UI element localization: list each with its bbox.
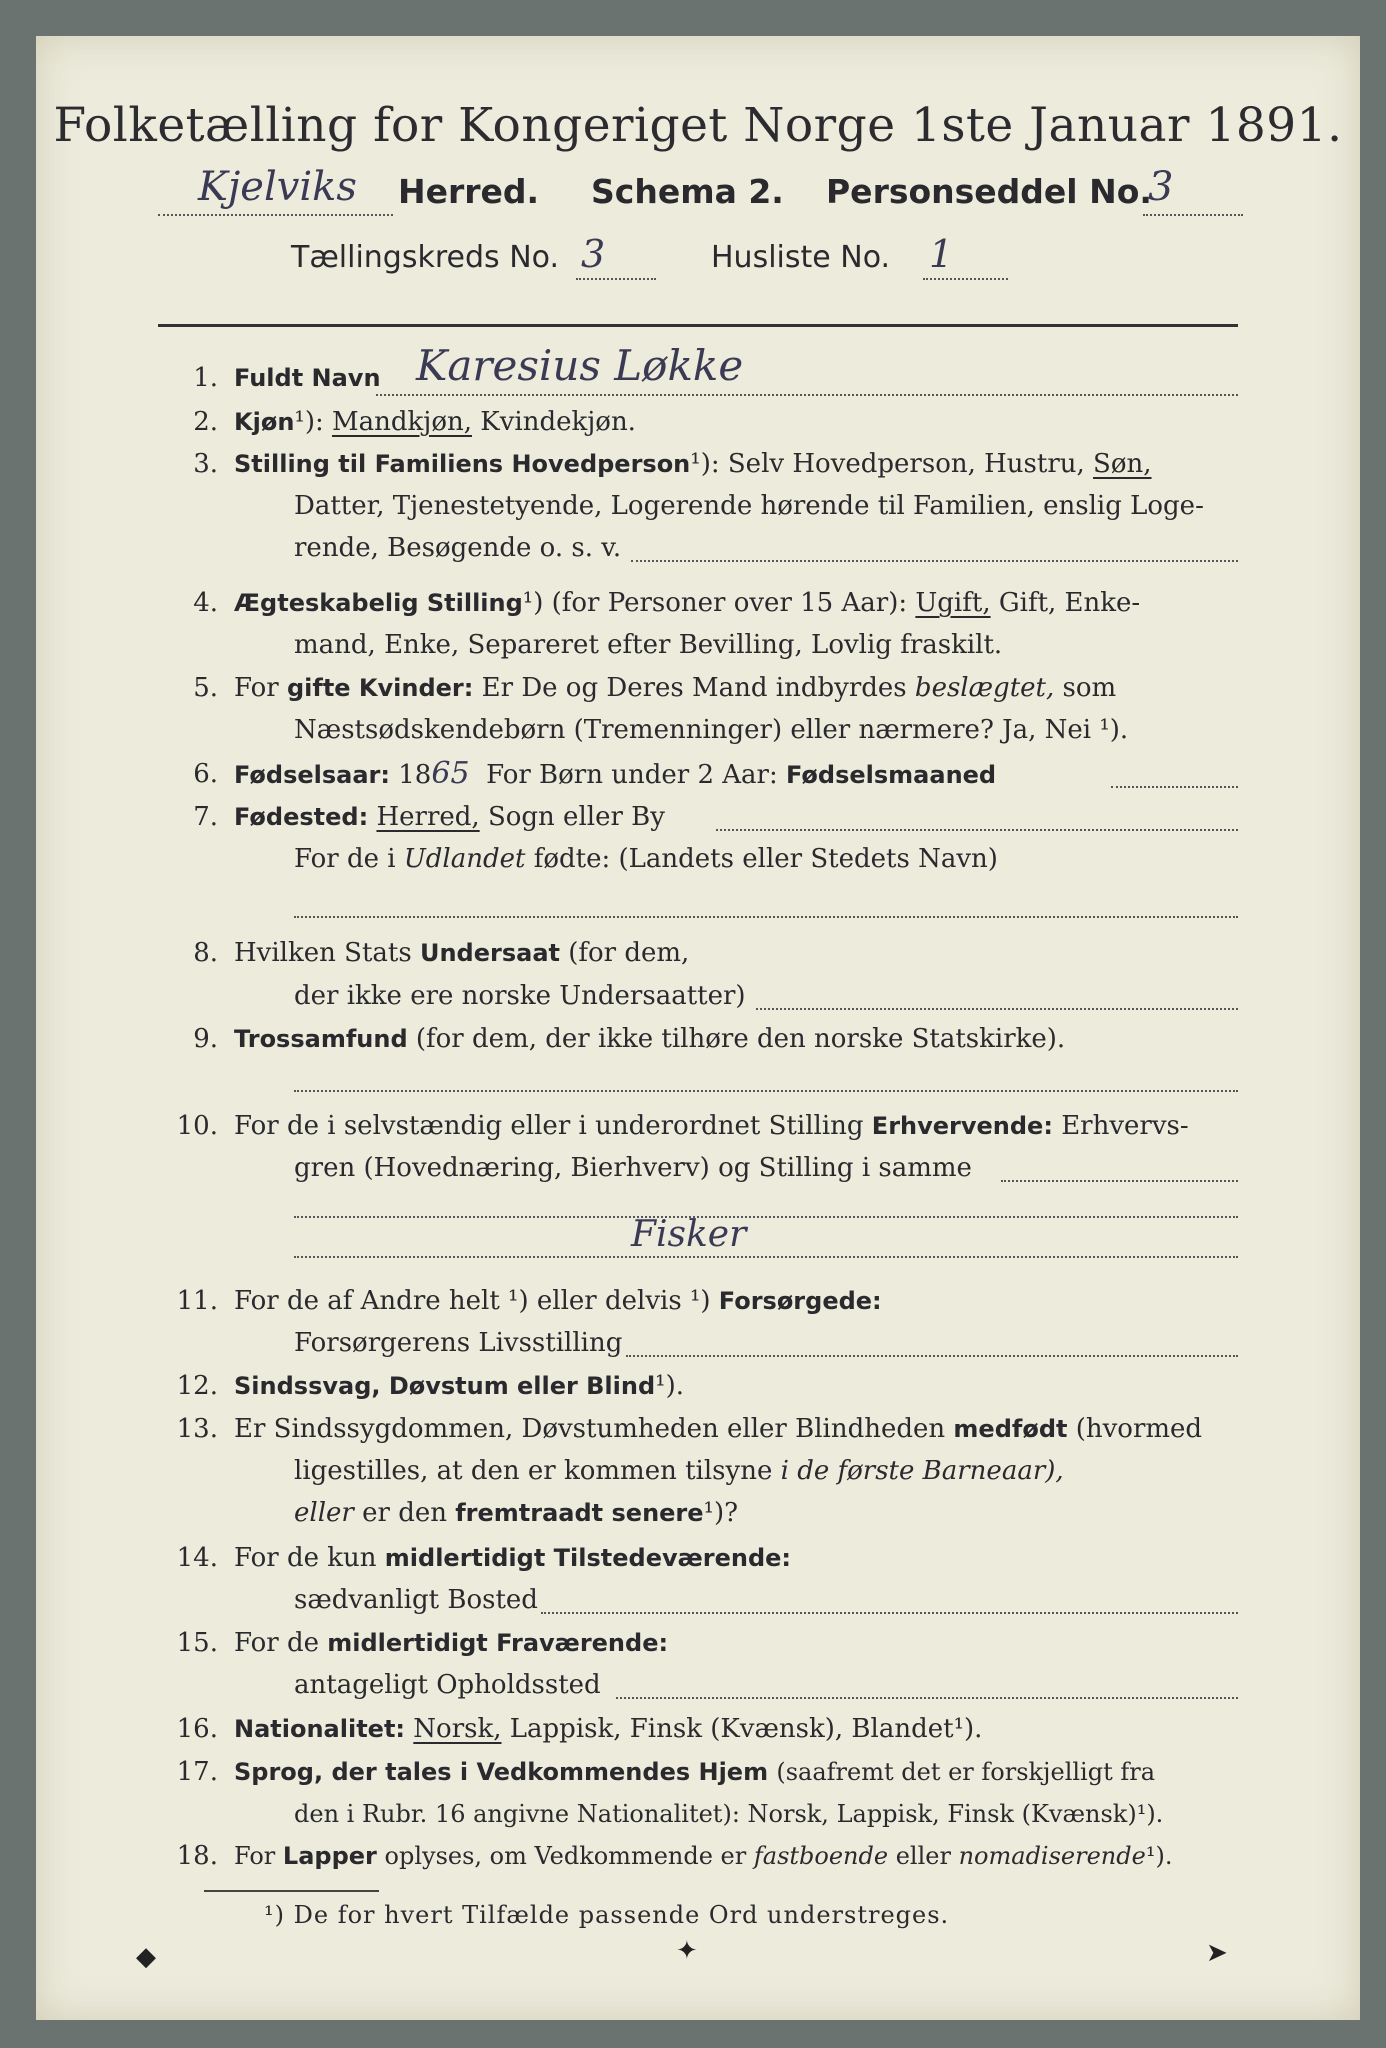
q11-text-cont: Forsørgerens Livsstilling: [294, 1328, 623, 1358]
aegteskab-note: (for Personer over 15 Aar):: [551, 588, 908, 618]
q7-text: Sogn eller By: [487, 802, 665, 832]
forsorger-dots: [626, 1355, 1238, 1357]
item-10-blank-line: [294, 1216, 1238, 1218]
kjon-label: Kjøn: [234, 408, 295, 436]
fuldt-navn-label: Fuldt Navn: [234, 364, 381, 392]
kjon-option-kvindekjon: Kvindekjøn.: [480, 407, 636, 437]
kreds-label: Tællingskreds No.: [291, 240, 559, 275]
erhverv-value-line: [294, 1256, 1238, 1258]
schema-label: Schema 2.: [591, 172, 784, 211]
sindssvag-label: Sindssvag, Døvstum: [234, 1372, 509, 1400]
blind-label: Blind: [586, 1372, 656, 1400]
item-number: 4.: [193, 588, 218, 618]
erhverv-dots: [1001, 1180, 1238, 1182]
q9-text: (for dem, der ikke tilhøre den norske Statskirke).: [415, 1024, 1066, 1054]
item-number: 14.: [176, 1543, 218, 1573]
q5-som: som: [1062, 673, 1117, 703]
fodested-dots: [716, 829, 1238, 831]
q8-text-cont: der ikke ere norske Undersaatter): [294, 981, 746, 1011]
forsorgede-label: Forsørgede:: [718, 1287, 882, 1315]
q13-text-cont: ligestilles, at den er kommen tilsyne: [294, 1456, 773, 1486]
kreds-number: 3: [581, 232, 606, 276]
kjon-option-mandkjon: Mandkjøn,: [332, 407, 472, 437]
footnote-ref: ¹).: [1145, 1842, 1173, 1870]
herred-line: [158, 164, 1248, 224]
item-number: 16.: [176, 1714, 218, 1744]
bottom-center-mark-icon: ✦: [676, 1936, 698, 1966]
q12-eller: eller: [517, 1372, 578, 1400]
q7-udland-prefix: For de i: [294, 844, 396, 874]
kreds-line: [291, 232, 1141, 288]
undersaat-dots: [756, 1008, 1238, 1010]
item-number: 17.: [176, 1757, 218, 1787]
husliste-dots: [923, 278, 1008, 280]
q15-prefix: For de: [234, 1628, 319, 1658]
q8-prefix: Hvilken Stats: [234, 938, 412, 968]
fodested-option-herred: Herred,: [376, 802, 480, 832]
item-9-blank-line: [294, 1090, 1238, 1092]
erhvervende-label: Erhvervende:: [871, 1112, 1053, 1140]
footnote-divider: [204, 1890, 379, 1892]
q15-text-cont: antageligt Opholdssted: [294, 1670, 601, 1700]
q14-text-cont: sædvanligt Bosted: [294, 1585, 538, 1615]
bottom-left-mark-icon: ◆: [136, 1942, 156, 1972]
item-number: 1.: [193, 363, 218, 393]
census-form-sheet: [36, 36, 1360, 2020]
q10-erhvervs: Erhvervs-: [1061, 1111, 1189, 1141]
item-number: 5.: [193, 673, 218, 703]
trossamfund-label: Trossamfund: [234, 1025, 408, 1053]
fodselsaar-label: Fødselsaar:: [234, 761, 390, 789]
nationalitet-option-norsk: Norsk,: [413, 1714, 502, 1744]
aegteskab-options: Gift, Enke-: [998, 588, 1141, 618]
stilling-dots: [631, 560, 1238, 562]
q7-udland-text: fødte: (Landets eller Stedets Navn): [533, 844, 998, 874]
item-number: 13.: [176, 1414, 218, 1444]
bottom-right-mark-icon: ➤: [1206, 1938, 1228, 1968]
stilling-options-cont: Datter, Tjenestetyende, Logerende hørende til Familien, enslig Loge-: [294, 491, 1204, 521]
aegteskab-options-cont: mand, Enke, Separeret efter Bevilling, Lovlig fraskilt.: [294, 630, 1003, 660]
fravaerende-label: midlertidigt Fraværende:: [327, 1629, 669, 1657]
q13-barneaar: i de første Barneaar),: [780, 1456, 1064, 1486]
item-number: 7.: [193, 802, 218, 832]
q18-fastboende: fastboende: [753, 1842, 889, 1870]
q14-prefix: For de kun: [234, 1543, 377, 1573]
fuldt-navn-value: Karesius Løkke: [416, 341, 744, 390]
item-number: 18.: [176, 1841, 218, 1871]
medfodt-label: medfødt: [953, 1415, 1068, 1443]
item-number: 9.: [193, 1024, 218, 1054]
item-number: 6.: [193, 759, 218, 789]
husliste-label: Husliste No.: [711, 240, 891, 275]
q5-text-cont: Næstsødskendebørn (Tremenninger) eller nærmere? Ja, Nei ¹).: [294, 715, 1129, 745]
herred-handwritten: Kjelviks: [198, 164, 357, 210]
q18-eller: eller: [895, 1842, 951, 1870]
q17-text-cont: den i Rubr. 16 angivne Nationalitet): Norsk, Lappisk, Finsk (Kvænsk)¹).: [294, 1800, 1164, 1828]
bosted-dots: [541, 1612, 1238, 1614]
fodselsaar-handwritten: 65: [431, 756, 470, 791]
q7-udlandet: Udlandet: [403, 844, 526, 874]
footnote: ¹) De for hvert Tilfælde passende Ord understreges.: [264, 1901, 950, 1929]
stilling-option-son: Søn,: [1093, 449, 1152, 479]
aegteskab-option-ugift: Ugift,: [915, 588, 991, 618]
form-title: Folketælling for Kongeriget Norge 1ste Januar 1891.: [53, 98, 1343, 153]
footnote-ref: ¹).: [655, 1371, 684, 1401]
husliste-number: 1: [929, 232, 954, 276]
item-7-blank-line: [294, 916, 1238, 918]
footnote-ref: ¹): [522, 588, 544, 618]
lapper-label: Lapper: [282, 1842, 377, 1870]
footnote-ref: ¹):: [690, 449, 720, 479]
fodselsmaaned-label: Fødselsmaaned: [786, 761, 997, 789]
item-number: 12.: [176, 1371, 218, 1401]
fodselsaar-prefix: 18: [398, 760, 432, 790]
fuldt-navn-dots: [376, 394, 1238, 396]
gifte-kvinder-label: gifte Kvinder:: [286, 674, 474, 702]
q17-text: (saafremt det er forskjelligt fra: [776, 1758, 1156, 1786]
q5-prefix: For: [234, 673, 279, 703]
footnote-ref: ¹)?: [703, 1498, 739, 1528]
q5-beslaegtet: beslægtet,: [914, 673, 1055, 703]
personseddel-dots: [1143, 214, 1243, 216]
q10-text-cont: gren (Hovednæring, Bierhverv) og Stilling i samme: [294, 1153, 972, 1183]
q18-prefix: For: [234, 1842, 276, 1870]
fodested-label: Fødested:: [234, 803, 369, 831]
q8-text: (for dem,: [568, 938, 690, 968]
stilling-options-end: rende, Besøgende o. s. v.: [294, 533, 622, 563]
item-number: 10.: [176, 1111, 218, 1141]
q13-prefix: Er Sindssygdommen, Døvstumheden eller Blindheden: [234, 1414, 946, 1444]
aegteskab-label: Ægteskabelig Stilling: [234, 589, 523, 617]
item-number: 2.: [193, 407, 218, 437]
tilstedevaerende-label: midlertidigt Tilstedeværende:: [384, 1544, 792, 1572]
item-number: 3.: [193, 449, 218, 479]
q13-hvormed: (hvormed: [1075, 1414, 1203, 1444]
q10-prefix: For de i selvstændig eller i underordnet Stilling: [234, 1111, 864, 1141]
q13-er-den: er den: [362, 1498, 447, 1528]
undersaat-label: Undersaat: [419, 939, 560, 967]
personseddel-label: Personseddel No.: [826, 172, 1152, 211]
q18-text: oplyses, om Vedkommende er: [384, 1842, 747, 1870]
fodselsmaaned-dots: [1111, 786, 1238, 788]
stilling-label: Stilling til Familiens Hovedperson: [234, 450, 691, 478]
q13-eller: eller: [294, 1498, 354, 1528]
item-number: 15.: [176, 1628, 218, 1658]
header-divider: [158, 324, 1238, 327]
nationalitet-options: Lappisk, Finsk (Kvænsk), Blandet¹).: [509, 1714, 983, 1744]
opholdssted-dots: [616, 1697, 1238, 1699]
item-number: 8.: [193, 938, 218, 968]
q6-text: For Børn under 2 Aar:: [486, 760, 778, 790]
fremtraadt-label: fremtraadt senere: [455, 1499, 704, 1527]
erhverv-handwritten: Fisker: [631, 1214, 747, 1255]
sprog-label: Sprog, der tales i Vedkommendes Hjem: [234, 1758, 769, 1786]
herred-dots: [158, 214, 393, 216]
herred-label: Herred.: [398, 172, 540, 211]
footnote-ref: ¹):: [294, 407, 324, 437]
kreds-dots: [576, 278, 656, 280]
nationalitet-label: Nationalitet:: [234, 1715, 406, 1743]
q11-prefix: For de af Andre helt ¹) eller delvis ¹): [234, 1286, 711, 1316]
item-number: 11.: [176, 1286, 218, 1316]
q5-text: Er De og Deres Mand indbyrdes: [481, 673, 907, 703]
personseddel-number: 3: [1148, 164, 1174, 210]
q18-nomadiserende: nomadiserende: [958, 1842, 1146, 1870]
stilling-options: Selv Hovedperson, Hustru,: [727, 449, 1085, 479]
